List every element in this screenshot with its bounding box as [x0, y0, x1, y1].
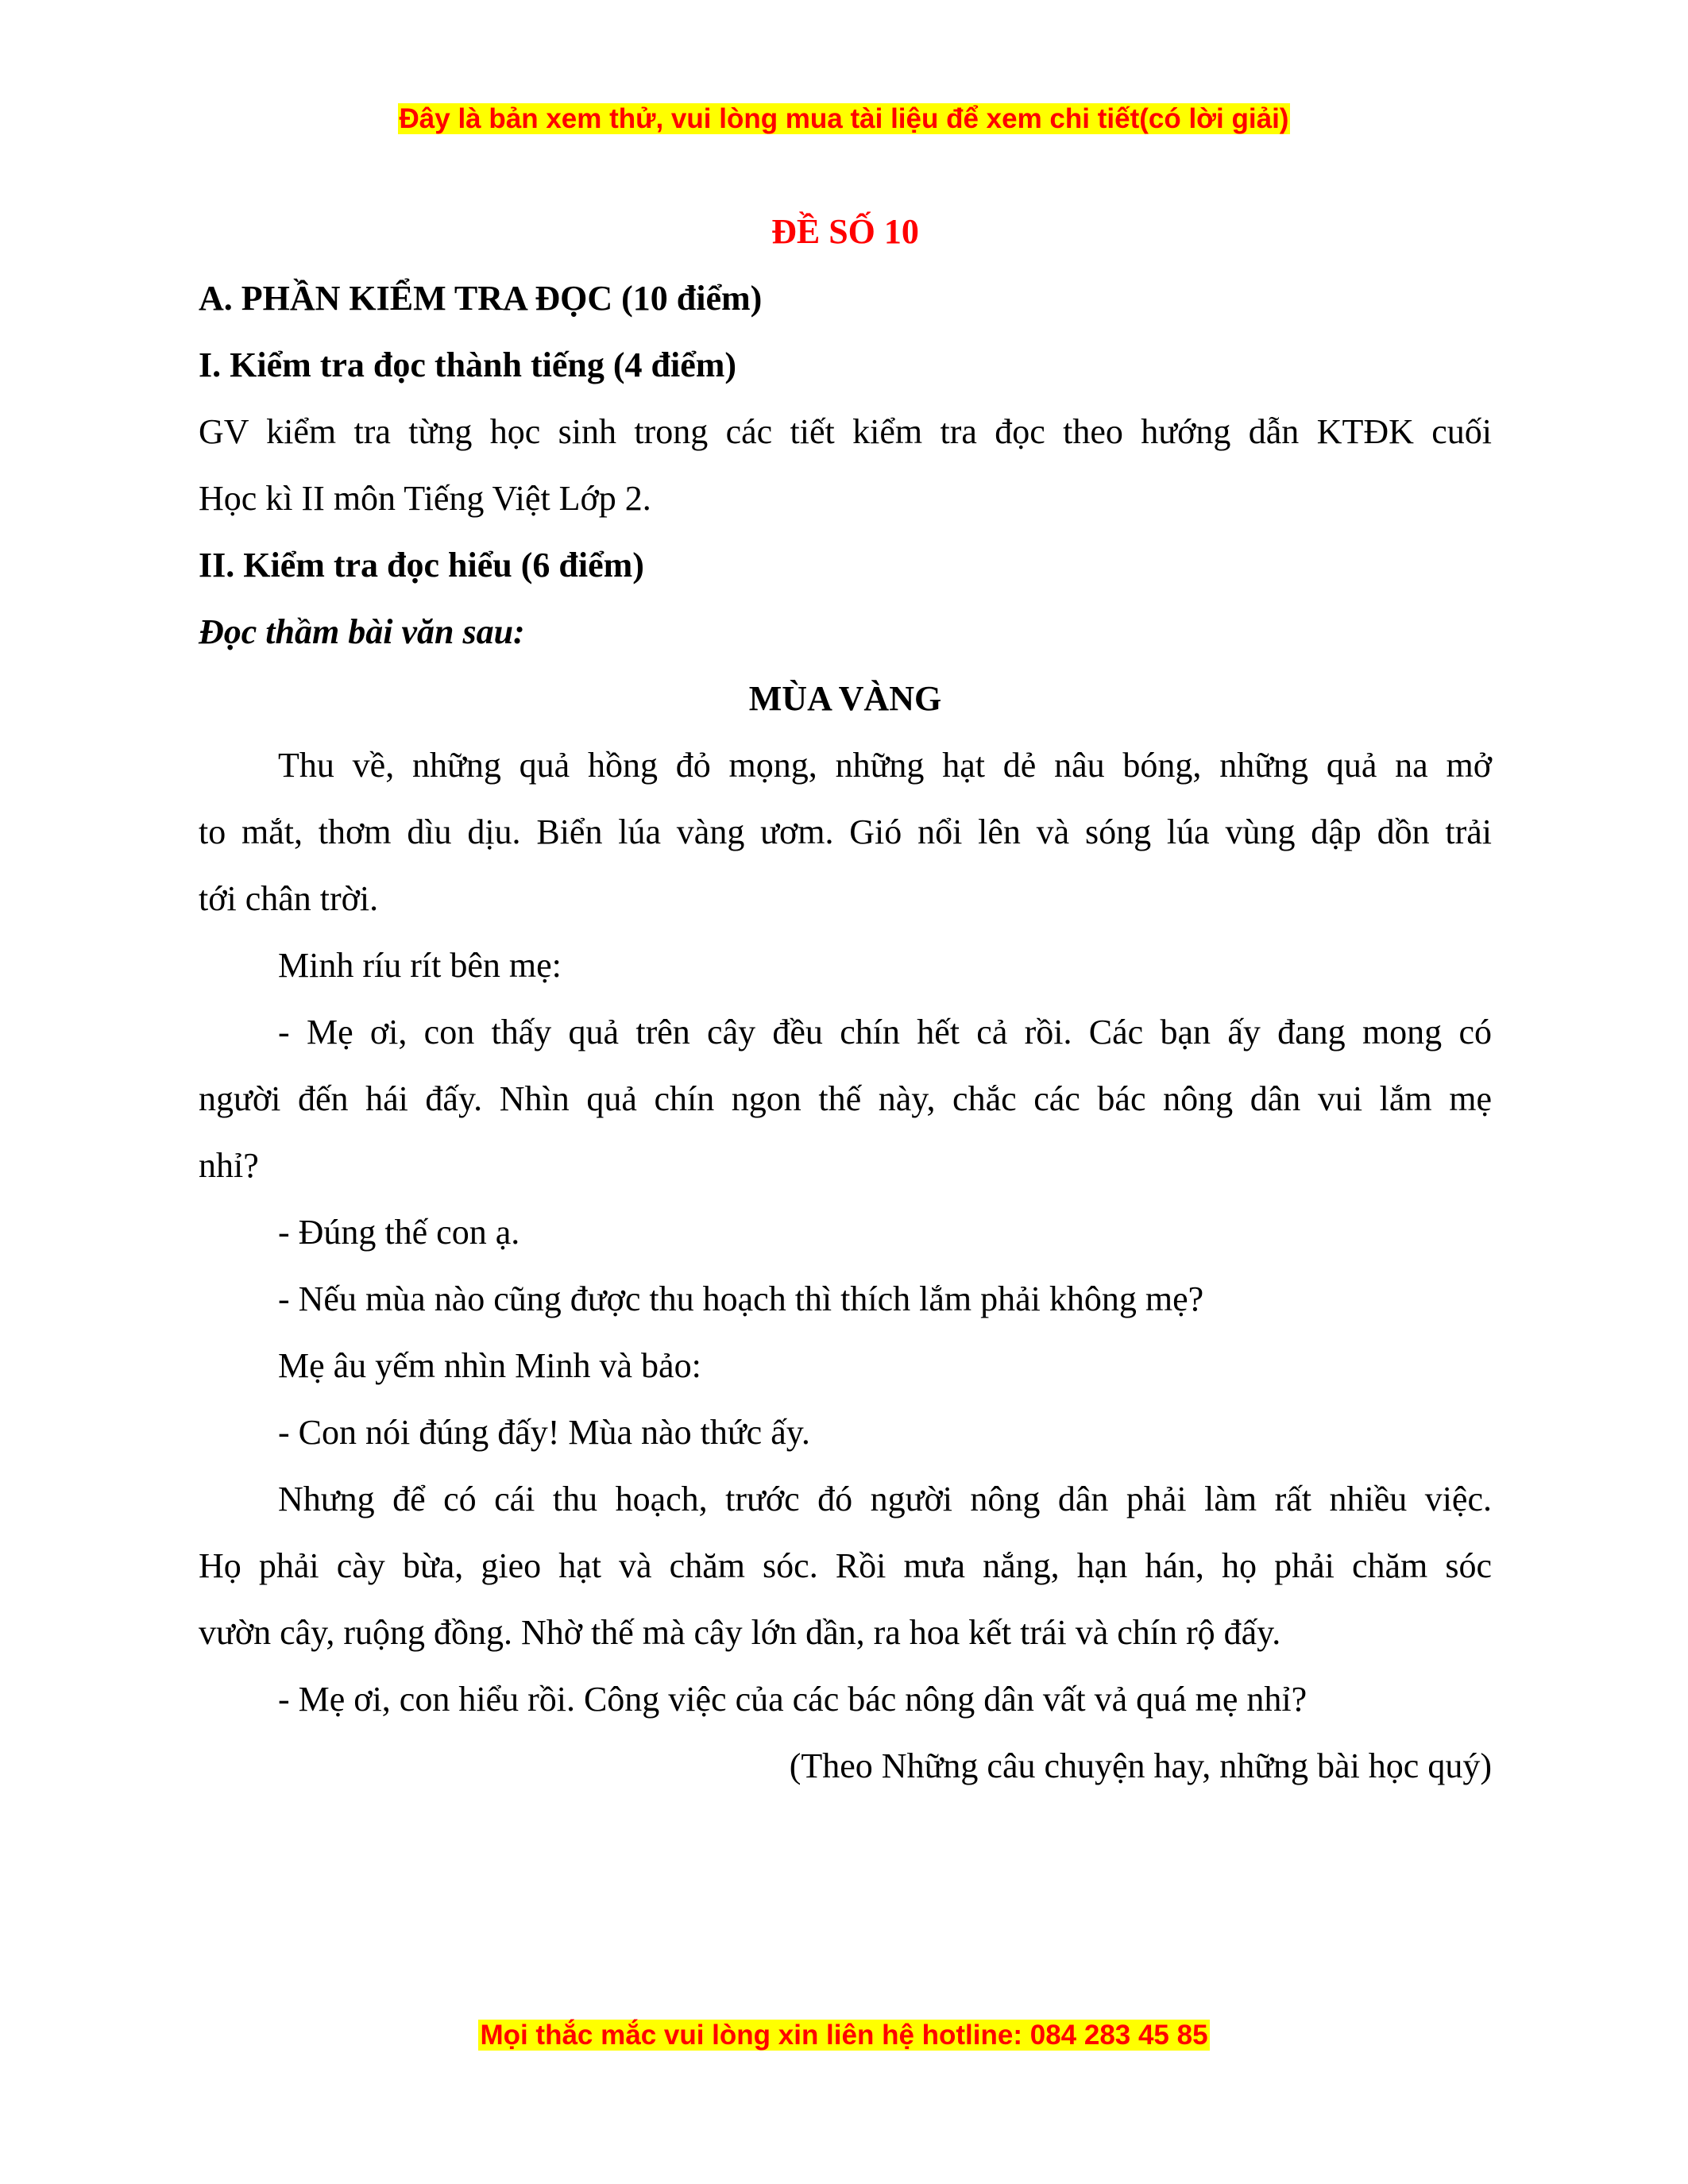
story-line: Mẹ âu yếm nhìn Minh và bảo: [278, 1346, 701, 1385]
reading-instruction: Đọc thầm bài văn sau: [199, 612, 525, 651]
section-i-heading: I. Kiểm tra đọc thành tiếng (4 điểm) [199, 345, 737, 384]
story-line: - Nếu mùa nào cũng được thu hoạch thì thích lắm phải không mẹ? [278, 1279, 1204, 1318]
hotline-banner [0, 2019, 1688, 2052]
story-source: (Theo Những câu chuyện hay, những bài học quý) [789, 1746, 1492, 1785]
story-line: người đến hái đấy. Nhìn quả chín ngon thế này, chắc các bác nông dân vui lắm mẹ [199, 1079, 1492, 1118]
section-ii-heading: II. Kiểm tra đọc hiểu (6 điểm) [199, 546, 644, 585]
section-i-body-line: GV kiểm tra từng học sinh trong các tiết kiểm tra đọc theo hướng dẫn KTĐK cuối [199, 412, 1492, 451]
story-line: nhỉ? [199, 1146, 259, 1185]
story-line: Họ phải cày bừa, gieo hạt và chăm sóc. Rồi mưa nắng, hạn hán, họ phải chăm sóc [199, 1546, 1492, 1585]
story-title: MÙA VÀNG [748, 679, 942, 718]
preview-notice-banner [0, 102, 1688, 136]
exam-title: ĐỀ SỐ 10 [771, 212, 919, 251]
story-line: to mắt, thơm dìu dịu. Biển lúa vàng ươm. Gió nổi lên và sóng lúa vùng dập dồn trải [199, 812, 1492, 851]
preview-notice-text: Đây là bản xem thử, vui lòng mua tài liệu để xem chi tiết(có lời giải) [399, 103, 1289, 134]
story-line: Nhưng để có cái thu hoạch, trước đó người nông dân phải làm rất nhiều việc. [278, 1480, 1492, 1518]
story-line: - Mẹ ơi, con thấy quả trên cây đều chín hết cả rồi. Các bạn ấy đang mong có [278, 1013, 1492, 1051]
hotline-text: Mọi thắc mắc vui lòng xin liên hệ hotline: 084 283 45 85 [480, 2020, 1208, 2051]
story-line: - Đúng thế con ạ. [278, 1213, 520, 1252]
story-line: vườn cây, ruộng đồng. Nhờ thế mà cây lớn dần, ra hoa kết trái và chín rộ đấy. [199, 1613, 1281, 1652]
story-line: - Con nói đúng đấy! Mùa nào thức ấy. [278, 1413, 810, 1452]
story-line: Thu về, những quả hồng đỏ mọng, những hạt dẻ nâu bóng, những quả na mở [278, 746, 1492, 785]
story-line: tới chân trời. [199, 879, 379, 918]
story-line: - Mẹ ơi, con hiểu rồi. Công việc của các bác nông dân vất vả quá mẹ nhỉ? [278, 1680, 1308, 1719]
section-i-body-line: Học kì II môn Tiếng Việt Lớp 2. [199, 479, 651, 518]
story-line: Minh ríu rít bên mẹ: [278, 946, 562, 985]
section-a-heading: A. PHẦN KIỂM TRA ĐỌC (10 điểm) [199, 279, 763, 318]
